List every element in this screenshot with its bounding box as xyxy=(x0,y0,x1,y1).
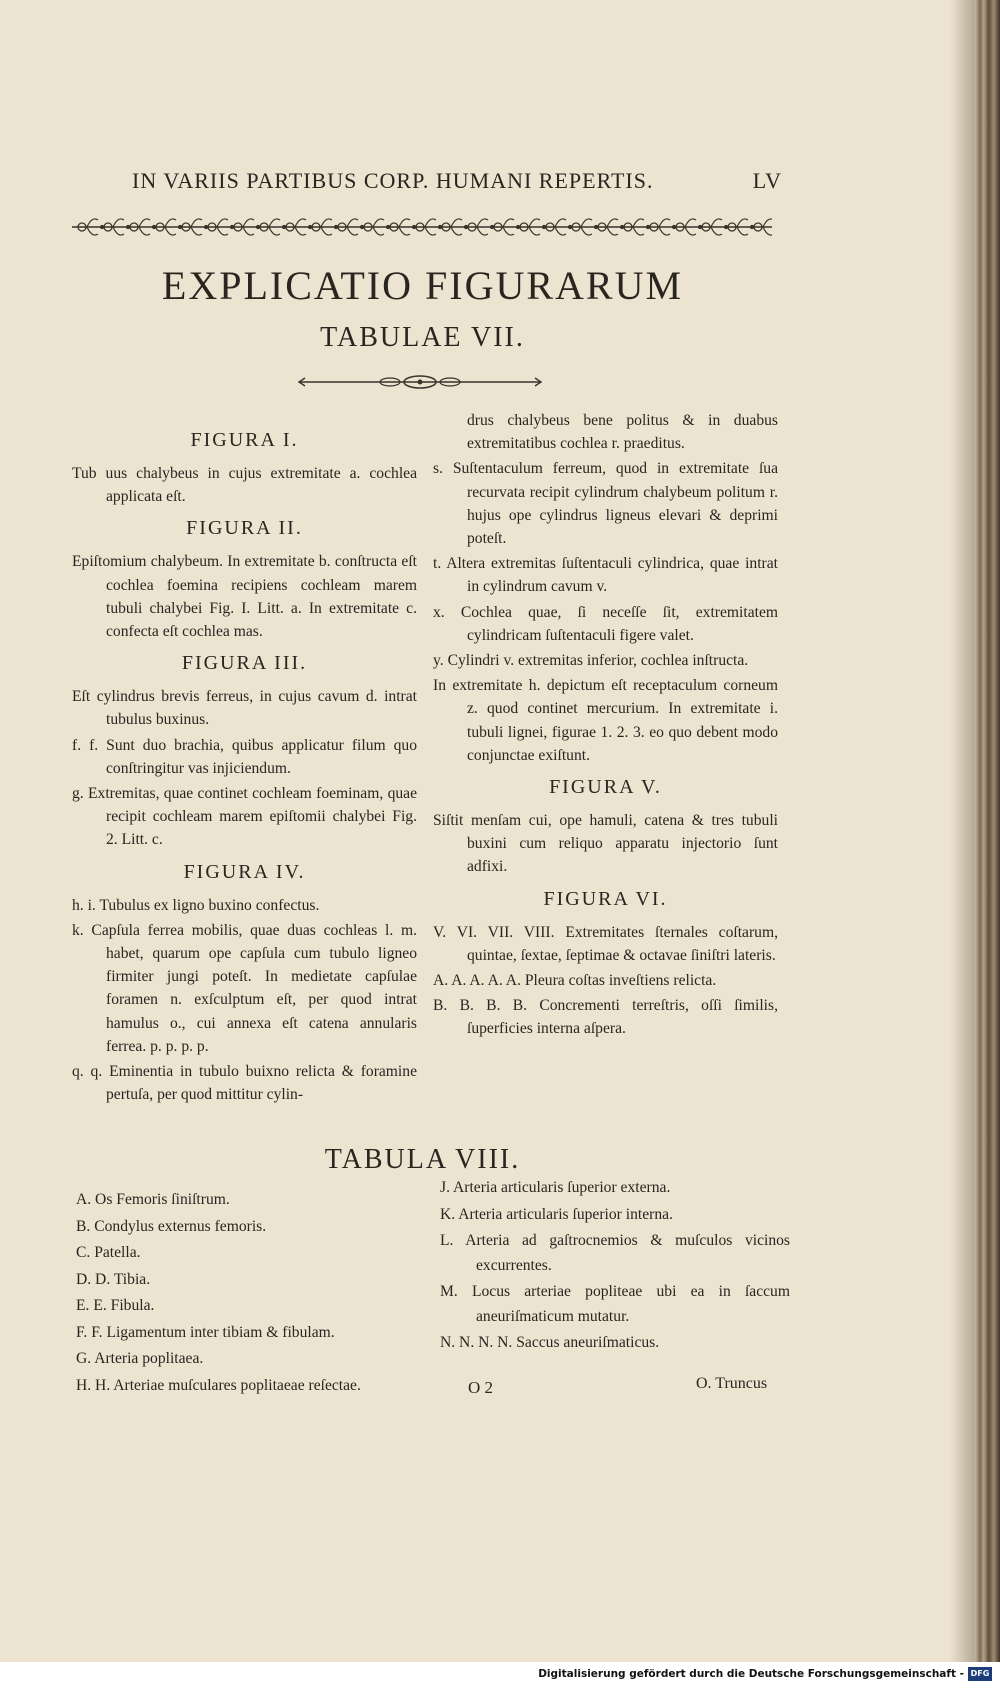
ornament-dot-mark xyxy=(178,225,181,228)
figure-heading: FIGURA II. xyxy=(186,517,303,540)
legend-entry: E. E. Fibula. xyxy=(76,1297,155,1314)
figure-heading: FIGURA IV. xyxy=(183,860,306,883)
ornament-dot-mark xyxy=(334,225,337,228)
digitization-credit: Digitalisierung gefördert durch die Deutsche Forschungsgemeinschaft - xyxy=(538,1668,964,1680)
running-head xyxy=(132,168,782,194)
ornament-dot-mark xyxy=(672,225,675,228)
running-head-title: IN VARIIS PARTIBUS CORP. HUMANI REPERTIS. xyxy=(132,168,654,193)
legend-entry: D. D. Tibia. xyxy=(76,1270,151,1288)
ornament-dot-mark xyxy=(750,225,753,228)
page-gutter-shadow xyxy=(950,0,975,1662)
tabula-viii-title: TABULA VIII. xyxy=(324,1144,521,1175)
figure-entry: s. Suſtentaculum ferreum, quod in extremitate ſua recurvata recipit cylindrum chalybeum politum r. hujus ope cylindrus ligneus elevari & deprimi poteſt. xyxy=(433,460,778,548)
ornament-dot-mark xyxy=(282,225,285,228)
sub-title: TABULAE VII. xyxy=(320,322,525,353)
entry-continuation: drus chalybeus bene politus & in duabus extremitatibus cochlea r. praeditus. xyxy=(467,412,778,453)
figure-entry: Epiſtomium chalybeum. In extremitate b. conſtructa eſt cochlea foemina recipiens cochleam marem tubuli chalybei Fig. I. Litt. a. In extremitate c. confecta eſt cochlea mas. xyxy=(72,553,417,641)
ornament-dot-mark xyxy=(100,225,103,228)
signature-mark: O 2 xyxy=(468,1378,494,1397)
ornament-dot-mark xyxy=(204,225,207,228)
figure-entry: h. i. Tubulus ex ligno buxino confectus. xyxy=(72,896,320,914)
divider-ornament xyxy=(295,372,545,392)
tabula-viii-right-list xyxy=(440,1176,790,1358)
figure-entry: x. Cochlea quae, ſi neceſſe ſit, extremitatem cylindricam ſuſtentaculi figere valet. xyxy=(433,603,778,644)
figure-heading: FIGURA III. xyxy=(181,652,308,675)
figure-entry: A. A. A. A. A. Pleura coſtas inveſtiens relicta. xyxy=(433,972,717,990)
figure-entry: Siſtit menſam cui, ope hamuli, catena & tres tubuli buxini cum reliquo apparatu injectorio ſunt adfixi. xyxy=(433,812,778,876)
ornament-dot-mark xyxy=(256,225,259,228)
legend-entry: B. Condylus externus femoris. xyxy=(76,1217,267,1235)
legend-entry: F. F. Ligamentum inter tibiam & fibulam. xyxy=(76,1323,335,1341)
legend-entry: M. Locus arteriae popliteae ubi ea in ſaccum aneuriſmaticum mutatur. xyxy=(440,1283,790,1325)
legend-entry: C. Patella. xyxy=(76,1244,141,1261)
ornament-dot-mark xyxy=(542,225,545,228)
figure-heading: FIGURA VI. xyxy=(543,887,668,910)
ornament-dot-mark xyxy=(646,225,649,228)
figure-heading: FIGURA I. xyxy=(190,429,299,451)
ornament-dot-mark xyxy=(698,225,701,228)
figure-heading: FIGURA V. xyxy=(549,776,662,799)
catchword: O. Truncus xyxy=(696,1375,768,1392)
ornament-dot-mark xyxy=(308,225,311,228)
right-column xyxy=(433,409,778,1043)
ornament-dot-mark xyxy=(230,225,233,228)
ornament-dot-mark xyxy=(386,225,389,228)
main-title: EXPLICATIO FIGURARUM xyxy=(161,263,684,308)
floral-border-ornament xyxy=(72,210,772,244)
figure-entry: t. Altera extremitas ſuſtentaculi cylindrica, quae intrat in cylindrum cavum v. xyxy=(433,555,778,596)
ornament-dot-mark xyxy=(464,225,467,228)
tabula-viii-left-list xyxy=(76,1188,421,1400)
dfg-logo-icon: DFG xyxy=(968,1667,992,1681)
figure-entry: f. f. Sunt duo brachia, quibus applicatur filum quo conſtringitur vas injiciendum. xyxy=(72,736,417,777)
figure-entry: V. VI. VII. VIII. Extremitates ſternales coſtarum, quintae, ſextae, ſeptimae & octavae ſiniſtri lateris. xyxy=(433,923,778,964)
legend-entry: K. Arteria articularis ſuperior interna. xyxy=(440,1205,673,1223)
left-column xyxy=(72,420,417,1108)
figure-entry: In extremitate h. depictum eſt receptaculum corneum z. quod continet mercurium. In extremitate i. tubuli lignei, figurae 1. 2. 3. eo quo debent modo conjunctae exiſtunt. xyxy=(433,677,778,764)
legend-entry: J. Arteria articularis ſuperior externa. xyxy=(440,1179,671,1196)
ornament-dot-mark xyxy=(594,225,597,228)
figure-entry: g. Extremitas, quae continet cochleam foeminam, quae recipit cochleam marem epiſtomii chalybei Fig. 2. Litt. c. xyxy=(72,785,417,849)
ornament-dot-mark xyxy=(516,225,519,228)
ornament-dot-mark xyxy=(438,225,441,228)
figure-entry: Tub uus chalybeus in cujus extremitate a. cochlea applicata eſt. xyxy=(72,465,417,506)
page-number: LV xyxy=(752,168,782,193)
figure-entry: y. Cylindri v. extremitas inferior, cochlea inſtructa. xyxy=(433,652,749,670)
legend-entry: G. Arteria poplitaea. xyxy=(76,1350,204,1367)
book-edge xyxy=(975,0,1000,1662)
legend-entry: A. Os Femoris ſiniſtrum. xyxy=(76,1191,230,1208)
legend-entry: L. Arteria ad gaſtrocnemios & muſculos vicinos excurrentes. xyxy=(440,1232,790,1274)
figure-entry: k. Capſula ferrea mobilis, quae duas cochleas l. m. habet, quarum ope capſula cum tubulo ligneo firmiter jungi poteſt. In medietate capſulae foramen n. exſculptum eſt, per quod intrat hamulus o., cui annexa eſt catena annularis ferrea. p. p. p. p. xyxy=(72,921,417,1055)
figure-entry: B. B. B. B. Concrementi terreſtris, oſſi ſimilis, ſuperficies interna aſpera. xyxy=(433,997,778,1038)
ornament-dot-mark xyxy=(620,225,623,228)
ornament-dot-mark xyxy=(490,225,493,228)
ornament-dot-mark xyxy=(360,225,363,228)
legend-entry: N. N. N. N. Saccus aneuriſmaticus. xyxy=(440,1334,660,1351)
legend-entry: H. H. Arteriae muſculares poplitaeae reſectae. xyxy=(76,1376,361,1394)
ornament-dot-mark xyxy=(126,225,129,228)
ornament-dot-mark xyxy=(152,225,155,228)
ornament-dot-mark xyxy=(724,225,727,228)
ornament-dot-mark xyxy=(412,225,415,228)
figure-entry: q. q. Eminentia in tubulo buixno relicta & foramine pertuſa, per quod mittitur cylin- xyxy=(72,1063,417,1104)
figure-entry: Eſt cylindrus brevis ferreus, in cujus cavum d. intrat tubulus buxinus. xyxy=(72,688,417,729)
ornament-dot-mark xyxy=(568,225,571,228)
digitization-footer xyxy=(0,1662,1000,1690)
